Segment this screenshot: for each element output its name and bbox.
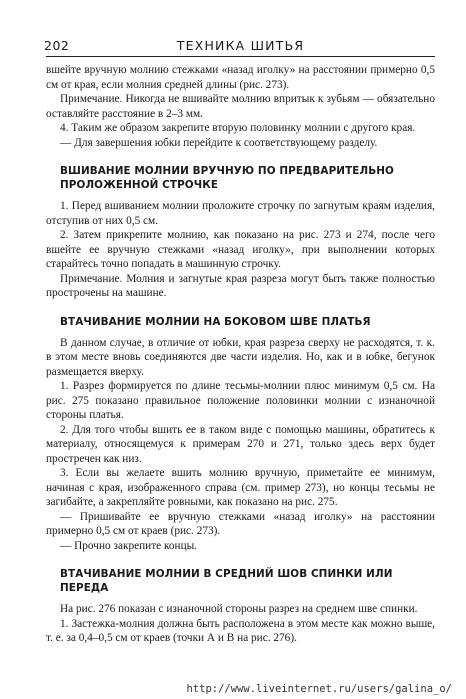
section-heading: ВШИВАНИЕ МОЛНИИ ВРУЧНУЮ ПО ПРЕДВАРИТЕЛЬНО ПРОЛОЖЕННОЙ СТРОЧКЕ: [60, 165, 394, 191]
running-title: ТЕХНИКА ШИТЬЯ: [176, 38, 305, 53]
paragraph: — Пришивайте ее вручную стежками «назад иголку» на расстоянии примерно 0,5 см от краев (рис. 273).: [46, 510, 435, 537]
paragraph: Примечание. Молния и загнутые края разреза могут быть также полностью прострочены на машине.: [46, 272, 435, 299]
paragraph: 1. Разрез формируется по длине тесьмы-молнии плюс минимум 0,5 см. На рис. 275 показано правильное положение половинки молнии с изнаночной стороны платья.: [46, 380, 435, 421]
paragraph: Примечание. Никогда не вшивайте молнию впритык к зубьям — обязательно оставляйте расстояние в 2–3 мм.: [46, 93, 435, 120]
source-url[interactable]: http://www.liveinternet.ru/users/galina_o/: [186, 683, 452, 695]
paragraph: — Прочно закрепите концы.: [60, 539, 198, 552]
section-heading: ВТАЧИВАНИЕ МОЛНИИ В СРЕДНИЙ ШОВ СПИНКИ ИЛИ ПЕРЕДА: [60, 568, 393, 594]
page-content: [46, 63, 435, 646]
paragraph: вшейте вручную молнию стежками «назад иголку» на расстоянии примерно 0,5 см от края, если молния средней длины (рис. 273).: [46, 64, 435, 91]
paragraph: 4. Таким же образом закрепите вторую половинку молнии с другого края.: [60, 122, 416, 134]
paragraph: В данном случае, в отличие от юбки, края разреза сверху не расходятся, т. к. в этом месте вновь соединяются две части изделия. Но, как и в юбке, бегунок размещается вверху.: [46, 336, 435, 378]
running-header: [46, 38, 435, 57]
paragraph: 2. Затем прикрепите молнию, как показано на рис. 273 и 274, после чего вшейте ее вручную стежками «назад иголку», при выполнении которых старайтесь точно попадать в машинную строчку.: [46, 229, 435, 270]
section-heading: ВТАЧИВАНИЕ МОЛНИИ НА БОКОВОМ ШВЕ ПЛАТЬЯ: [60, 315, 371, 328]
paragraph: На рис. 276 показан с изнаночной стороны разрез на среднем шве спинки.: [60, 603, 418, 615]
paragraph: 1. Перед вшиванием молнии проложите строчку по загнутым краям изделия, отступив от них 0,5 см.: [46, 200, 435, 227]
paragraph: 2. Для того чтобы вшить ее в таком виде с помощью машины, обратитесь к материалу, относящемуся к примерам 270 и 271, только здесь верх будет простречен как низ.: [46, 423, 435, 465]
page-number: 202: [44, 38, 70, 53]
paragraph: 1. Застежка-молния должна быть расположена в этом месте как можно выше, т. е. за 0,4–0,5 см от краев (точки А и В на рис. 276).: [46, 617, 435, 644]
paragraph: — Для завершения юбки перейдите к соответствующему разделу.: [60, 136, 378, 149]
book-page: [46, 38, 435, 646]
paragraph: 3. Если вы желаете вшить молнию вручную, приметайте ее минимум, начиная с края, изображенного справа (см. пример 273), но концы тесьмы не загибайте, а закрепляйте ровными, как показано на рис. 275.: [46, 467, 435, 508]
